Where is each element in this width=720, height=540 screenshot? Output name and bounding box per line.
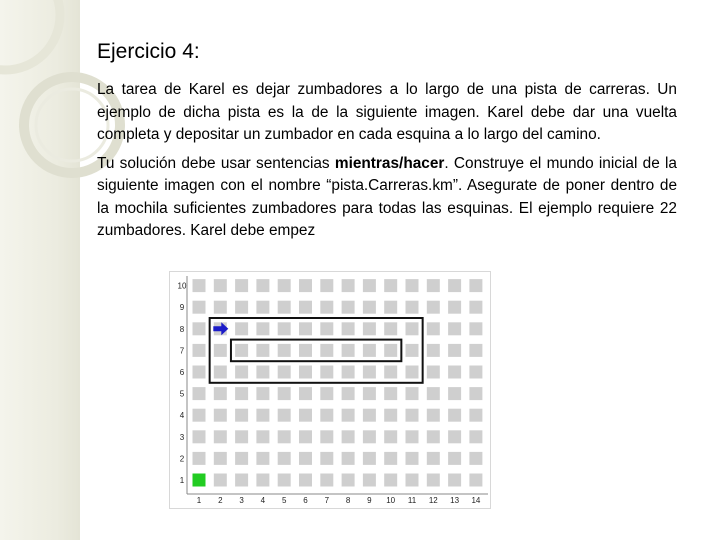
grid-square (363, 474, 376, 487)
grid-square (299, 452, 312, 465)
grid-square (427, 452, 440, 465)
grid-square (320, 387, 333, 400)
y-tick-label: 7 (179, 346, 185, 356)
grid-square (193, 366, 206, 379)
grid-square (193, 279, 206, 292)
grid-square (342, 322, 355, 335)
grid-square (448, 452, 461, 465)
grid-square (448, 430, 461, 443)
x-tick-label: 8 (345, 496, 351, 505)
grid-square (384, 409, 397, 422)
grid-square (363, 279, 376, 292)
grid-square (299, 366, 312, 379)
grid-square (256, 301, 269, 314)
grid-square (363, 452, 376, 465)
grid-square (384, 430, 397, 443)
grid-square (214, 387, 227, 400)
grid-square (320, 301, 333, 314)
grid-square (193, 344, 206, 357)
grid-square (406, 344, 419, 357)
grid-square (469, 301, 482, 314)
grid-square (342, 452, 355, 465)
grid-square (427, 279, 440, 292)
x-tick-label: 2 (218, 496, 223, 505)
grid-square (235, 452, 248, 465)
grid-square (193, 387, 206, 400)
grid-square (214, 366, 227, 379)
grid-square (193, 452, 206, 465)
x-tick-label: 12 (428, 496, 438, 505)
grid-square (469, 474, 482, 487)
grid-square (235, 344, 248, 357)
grid-square (363, 344, 376, 357)
grid-square (214, 474, 227, 487)
grid-square (448, 322, 461, 335)
slide-title: Ejercicio 4: (97, 40, 200, 63)
grid-square (406, 322, 419, 335)
grid-square (299, 301, 312, 314)
grid-square (363, 430, 376, 443)
grid-square (448, 474, 461, 487)
grid-square (299, 409, 312, 422)
x-tick-label: 7 (324, 496, 330, 505)
grid-square (384, 387, 397, 400)
grid-square (406, 430, 419, 443)
grid-square (235, 322, 248, 335)
slide-content (97, 38, 677, 243)
grid-square (342, 430, 355, 443)
grid-square (214, 301, 227, 314)
x-tick-label: 10 (386, 496, 396, 505)
grid-square (384, 344, 397, 357)
grid-square (448, 344, 461, 357)
grid-square (235, 387, 248, 400)
y-tick-label: 2 (179, 454, 185, 464)
grid-square (406, 452, 419, 465)
grid-square (256, 366, 269, 379)
grid-square (427, 344, 440, 357)
grid-square (320, 366, 333, 379)
grid-square (342, 279, 355, 292)
grid-square (363, 366, 376, 379)
grid-square (384, 279, 397, 292)
grid-square (427, 474, 440, 487)
grid-square (278, 301, 291, 314)
grid-square (320, 322, 333, 335)
grid-square (469, 430, 482, 443)
x-tick-label: 11 (407, 496, 417, 505)
grid-square (384, 301, 397, 314)
grid-square (448, 279, 461, 292)
grid-square (278, 474, 291, 487)
y-tick-label: 9 (179, 303, 185, 313)
grid-square (342, 474, 355, 487)
grid-square (469, 279, 482, 292)
grid-square (214, 430, 227, 443)
grid-square (427, 366, 440, 379)
grid-square (214, 452, 227, 465)
grid-square (193, 322, 206, 335)
grid-square (256, 344, 269, 357)
grid-square (256, 279, 269, 292)
grid-square (320, 430, 333, 443)
grid-square (448, 366, 461, 379)
grid-square (406, 387, 419, 400)
paragraph-instructions (97, 153, 677, 243)
grid-square (235, 301, 248, 314)
grid-square (363, 301, 376, 314)
grid-square (299, 430, 312, 443)
grid-square (342, 366, 355, 379)
grid-square (235, 430, 248, 443)
grid-square (448, 387, 461, 400)
grid-square (193, 409, 206, 422)
grid-square (256, 452, 269, 465)
grid-square (342, 387, 355, 400)
grid-square (256, 322, 269, 335)
y-tick-label: 6 (179, 368, 185, 377)
beeper-marker (193, 474, 206, 487)
grid-square (256, 409, 269, 422)
grid-square (299, 387, 312, 400)
x-tick-label: 5 (281, 496, 287, 505)
x-tick-label: 13 (450, 496, 460, 505)
grid-square (469, 344, 482, 357)
karel-world-image (170, 272, 490, 508)
grid-square (193, 301, 206, 314)
grid-square (320, 279, 333, 292)
grid-square (320, 474, 333, 487)
paragraph-text: . Construye el mundo inicial de la siguiente imagen con el nombre “pista.Carreras.km”. Asegurate de poner dentro de la mochila suficientes zumbadores para todas las esquinas. El ejemplo requiere 22 zumbadores. Karel debe empez (97, 154, 677, 239)
grid-square (469, 366, 482, 379)
x-tick-label: 3 (239, 496, 244, 505)
y-tick-label: 10 (177, 281, 187, 291)
decorative-ring (0, 0, 60, 70)
y-tick-label: 4 (179, 411, 185, 421)
grid-square (278, 387, 291, 400)
x-tick-label: 6 (303, 496, 308, 505)
grid-square (469, 452, 482, 465)
grid-square (469, 387, 482, 400)
grid-square (278, 409, 291, 422)
grid-square (469, 409, 482, 422)
grid-square (278, 430, 291, 443)
grid-square (406, 474, 419, 487)
y-tick-label: 8 (179, 324, 185, 334)
y-tick-label: 5 (179, 389, 185, 399)
grid-square (193, 430, 206, 443)
grid-square (256, 387, 269, 400)
keyword-bold: mientras/hacer (334, 154, 445, 172)
x-tick-label: 4 (260, 496, 266, 505)
grid-square (427, 409, 440, 422)
grid-square (448, 301, 461, 314)
grid-square (342, 344, 355, 357)
grid-square (363, 409, 376, 422)
grid-square (406, 301, 419, 314)
grid-square (235, 366, 248, 379)
grid-square (299, 344, 312, 357)
grid-square (363, 322, 376, 335)
grid-square (320, 409, 333, 422)
grid-square (448, 409, 461, 422)
grid-square (278, 366, 291, 379)
grid-square (384, 474, 397, 487)
grid-square (299, 279, 312, 292)
grid-square (384, 322, 397, 335)
grid-square (406, 366, 419, 379)
grid-square (256, 430, 269, 443)
y-tick-label: 1 (179, 476, 185, 485)
paragraph-task: La tarea de Karel es dejar zumbadores a lo largo de una pista de carreras. Un ejemplo de dicha pista es la de la siguiente imagen. Karel debe dar una vuelta completa y depositar un zumbador en cada esquina a lo largo del camino. (97, 81, 677, 143)
grid-square (406, 409, 419, 422)
grid-square (427, 322, 440, 335)
grid-square (427, 387, 440, 400)
grid-square (384, 366, 397, 379)
grid-square (214, 279, 227, 292)
x-tick-label: 1 (196, 496, 202, 505)
x-tick-label: 14 (471, 496, 481, 505)
grid-square (299, 322, 312, 335)
grid-square (427, 430, 440, 443)
grid-square (469, 322, 482, 335)
grid-square (406, 279, 419, 292)
grid-square (278, 279, 291, 292)
grid-square (342, 409, 355, 422)
karel-world-grid (170, 272, 490, 508)
grid-square (256, 474, 269, 487)
grid-square (278, 322, 291, 335)
grid-square (214, 409, 227, 422)
x-tick-label: 9 (367, 496, 372, 505)
grid-square (235, 474, 248, 487)
grid-square (214, 344, 227, 357)
grid-square (363, 387, 376, 400)
grid-square (320, 344, 333, 357)
grid-square (320, 452, 333, 465)
grid-square (384, 452, 397, 465)
y-tick-label: 3 (179, 432, 185, 442)
grid-square (235, 409, 248, 422)
grid-square (299, 474, 312, 487)
grid-square (342, 301, 355, 314)
grid-square (278, 452, 291, 465)
grid-square (235, 279, 248, 292)
grid-square (427, 301, 440, 314)
paragraph-text: Tu solución debe usar sentencias (97, 154, 335, 172)
grid-square (278, 344, 291, 357)
